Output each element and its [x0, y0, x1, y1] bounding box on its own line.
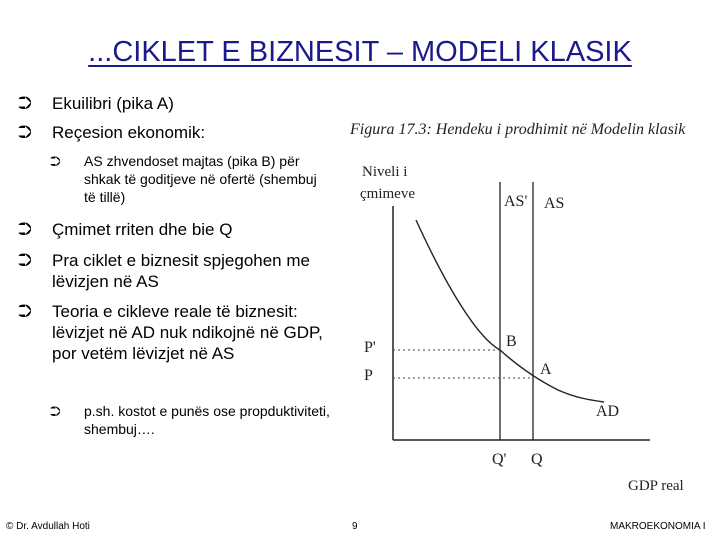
point-a-label: A	[540, 361, 552, 378]
bullet-arrow-icon: ⮊	[18, 250, 32, 270]
sub-bullet-arrow-icon: ⮊	[50, 153, 61, 169]
bullet-prices	[18, 219, 328, 240]
bullet-arrow-icon: ⮊	[18, 122, 32, 142]
sub-bullet-as-shift	[50, 152, 330, 206]
figure-caption: Figura 17.3: Hendeku i prodhimit në Modelin klasik	[350, 121, 686, 138]
bullet-text: Pra ciklet e biznesit spjegohen me lëvizjen në AS	[52, 251, 310, 291]
y-axis-label-line1: Niveli i	[362, 164, 408, 180]
slide-title: ...CIKLET E BIZNESIT – MODELI KLASIK	[88, 36, 632, 68]
point-b-label: B	[506, 333, 517, 350]
q-tick: Q	[531, 451, 543, 468]
bullet-text: Reçesion ekonomik:	[52, 123, 206, 142]
p-prime-tick: P'	[364, 339, 376, 356]
x-axis-label: GDP real	[628, 478, 684, 494]
sub-bullet-arrow-icon: ⮊	[50, 403, 61, 419]
bullet-arrow-icon: ⮊	[18, 93, 32, 113]
ad-curve	[416, 220, 604, 402]
sub-bullet-examples	[50, 402, 330, 438]
footer-author: © Dr. Avdullah Hoti	[6, 521, 90, 532]
footer-course: MAKROEKONOMIA I	[610, 521, 706, 532]
sub-bullet-text: p.sh. kostot e punës ose propduktiviteti, shembuj….	[84, 403, 330, 437]
bullet-text: Çmimet rriten dhe bie Q	[52, 220, 233, 239]
bullet-arrow-icon: ⮊	[18, 301, 32, 321]
as-label: AS	[544, 195, 565, 212]
as-prime-label: AS'	[504, 193, 528, 210]
as-ad-diagram	[328, 110, 720, 500]
bullet-arrow-icon: ⮊	[18, 219, 32, 239]
q-prime-tick: Q'	[492, 451, 507, 468]
footer-page-number: 9	[352, 521, 358, 532]
ad-label: AD	[596, 403, 620, 420]
bullet-recession	[18, 122, 318, 143]
y-axis-label-line2: çmimeve	[360, 186, 415, 202]
bullet-real-cycles	[18, 301, 328, 364]
as-ad-figure	[328, 110, 720, 500]
bullet-equilibrium	[18, 93, 318, 114]
bullet-text: Ekuilibri (pika A)	[52, 94, 174, 113]
bullet-text: Teoria e cikleve reale të biznesit: lëvizjet në AD nuk ndikojnë në GDP, por vetëm lëvizjet në AS	[52, 302, 323, 363]
sub-bullet-text: AS zhvendoset majtas (pika B) për shkak të goditjeve në ofertë (shembuj të tillë)	[84, 153, 317, 205]
p-tick: P	[364, 367, 373, 384]
bullet-cycles	[18, 250, 328, 292]
